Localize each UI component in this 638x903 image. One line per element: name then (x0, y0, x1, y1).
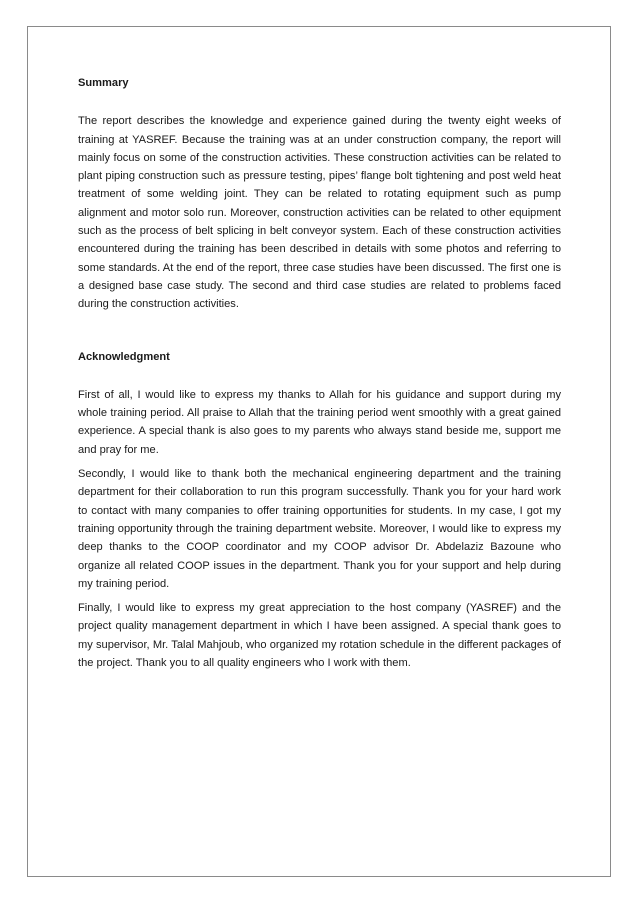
summary-paragraph: The report describes the knowledge and experience gained during the twenty eight weeks of training at YASREF. Because the training was at an under construction company, the report will mainly focus on some of the construction activities. These construction activities can be related to plant piping construction such as pressure testing, pipes’ flange bolt tightening and post weld heat treatment of some welding joint. They can be related to rotating equipment such as pump alignment and motor solo run. Moreover, construction activities can be related to other equipment such as the process of belt splicing in belt conveyor system. Each of these construction activities encountered during the training has been described in details with some photos and referring to some standards. At the end of the report, three case studies have been discussed. The first one is a designed base case study. The second and third case studies are related to problems faced during the construction activities. (78, 115, 561, 311)
acknowledgment-paragraph-3: Finally, I would like to express my great appreciation to the host company (YASREF) and the project quality management department in which I have been assigned. A special thank goes to my supervisor, Mr. Talal Mahjoub, who organized my rotation schedule in the different packages of the project. Thank you to all quality engineers who I work with them. (78, 602, 561, 670)
summary-heading: Summary (78, 77, 129, 89)
document-body (78, 74, 561, 672)
acknowledgment-paragraph-1: First of all, I would like to express my thanks to Allah for his guidance and support during my whole training period. All praise to Allah that the training period went smoothly with a great gained experience. A special thank is also goes to my parents who always stand beside me, support me and pray for me. (78, 388, 561, 456)
acknowledgment-paragraph-2: Secondly, I would like to thank both the mechanical engineering department and the training department for their collaboration to run this program successfully. Thank you for your hard work to contact with many companies to offer training opportunities for students. In my case, I got my training opportunity through the training department website. Moreover, I would like to express my deep thanks to the COOP coordinator and my COOP advisor Dr. Abdelaziz Bazoune who organize all related COOP issues in the department. Thank you for your support and help during my training period. (78, 468, 561, 590)
acknowledgment-heading: Acknowledgment (78, 350, 170, 363)
